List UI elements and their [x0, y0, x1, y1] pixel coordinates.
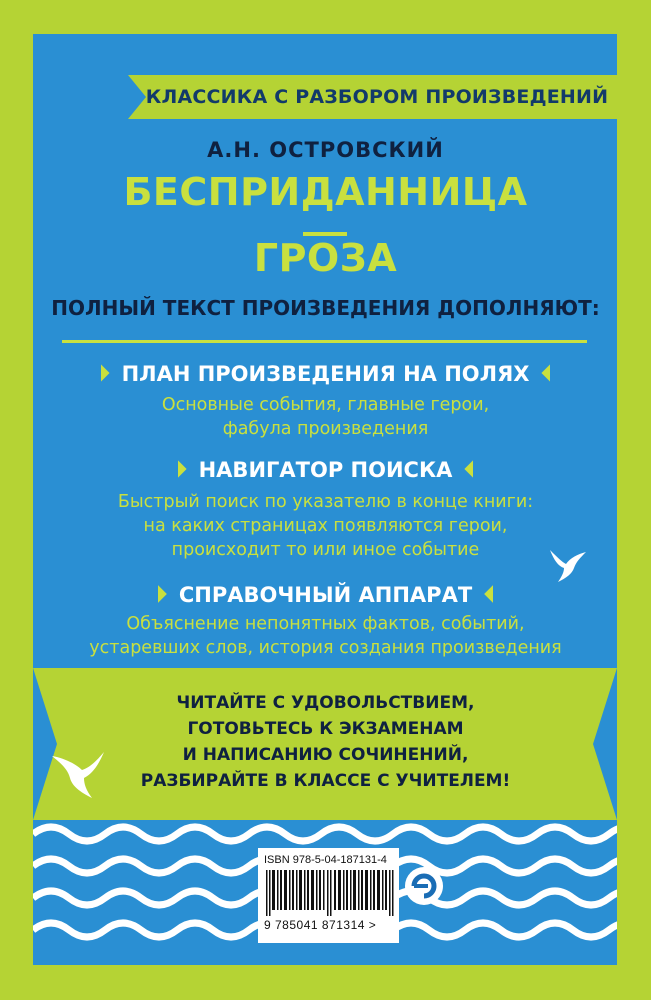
feature-desc-line: фабула произведения — [222, 419, 429, 439]
eksmo-logo-icon — [404, 866, 444, 906]
series-label: КЛАССИКА С РАЗБОРОМ ПРОИЗВЕДЕНИЙ — [145, 86, 609, 108]
feature-heading-text: НАВИГАТОР ПОИСКА — [198, 458, 453, 482]
feature-desc-3 — [0, 612, 651, 660]
features-intro: ПОЛНЫЙ ТЕКСТ ПРОИЗВЕДЕНИЯ ДОПОЛНЯЮТ: — [51, 296, 600, 320]
callout-line: И НАПИСАНИЮ СОЧИНЕНИЙ, — [182, 745, 469, 765]
divider-rule — [62, 340, 587, 343]
feature-desc-line: происходит то или иное событие — [171, 540, 480, 560]
feature-heading-1 — [0, 362, 651, 386]
callout-line: ЧИТАЙТЕ С УДОВОЛЬСТВИЕМ, — [176, 693, 475, 713]
swallow-icon — [50, 750, 106, 800]
bullet-marker-icon — [158, 585, 167, 603]
book-title-2: ГРОЗА — [253, 236, 398, 280]
bullet-marker-icon — [178, 460, 187, 478]
swallow-icon — [548, 548, 588, 584]
bullet-marker-icon — [484, 585, 493, 603]
callout-line: ГОТОВЬТЕСЬ К ЭКЗАМЕНАМ — [187, 719, 464, 739]
series-banner — [128, 75, 626, 119]
callout-line: РАЗБИРАЙТЕ В КЛАССЕ С УЧИТЕЛЕМ! — [140, 771, 511, 791]
feature-desc-line: на каких страницах появляются герои, — [143, 516, 508, 536]
feature-heading-text: ПЛАН ПРОИЗВЕДЕНИЯ НА ПОЛЯХ — [121, 362, 530, 386]
feature-desc-line: Быстрый поиск по указателю в конце книги: — [117, 492, 534, 512]
bullet-marker-icon — [464, 460, 473, 478]
feature-heading-3 — [0, 583, 651, 607]
isbn-number: ISBN 978-5-04-187131-4 — [264, 854, 387, 866]
feature-heading-text: СПРАВОЧНЫЙ АППАРАТ — [178, 583, 473, 607]
feature-desc-line: Основные события, главные герои, — [161, 395, 490, 415]
barcode-bars — [266, 870, 394, 916]
feature-desc-line: устаревших слов, история создания произведения — [89, 638, 562, 658]
bullet-marker-icon — [101, 364, 110, 382]
author-name: А.Н. ОСТРОВСКИЙ — [207, 138, 444, 162]
feature-desc-line: Объяснение непонятных фактов, событий, — [126, 614, 525, 634]
feature-heading-2 — [0, 458, 651, 482]
feature-desc-1 — [0, 393, 651, 441]
bullet-marker-icon — [541, 364, 550, 382]
book-title-1: БЕСПРИДАННИЦА — [123, 170, 528, 214]
barcode-digits: 9 785041 871314 > — [264, 918, 377, 932]
